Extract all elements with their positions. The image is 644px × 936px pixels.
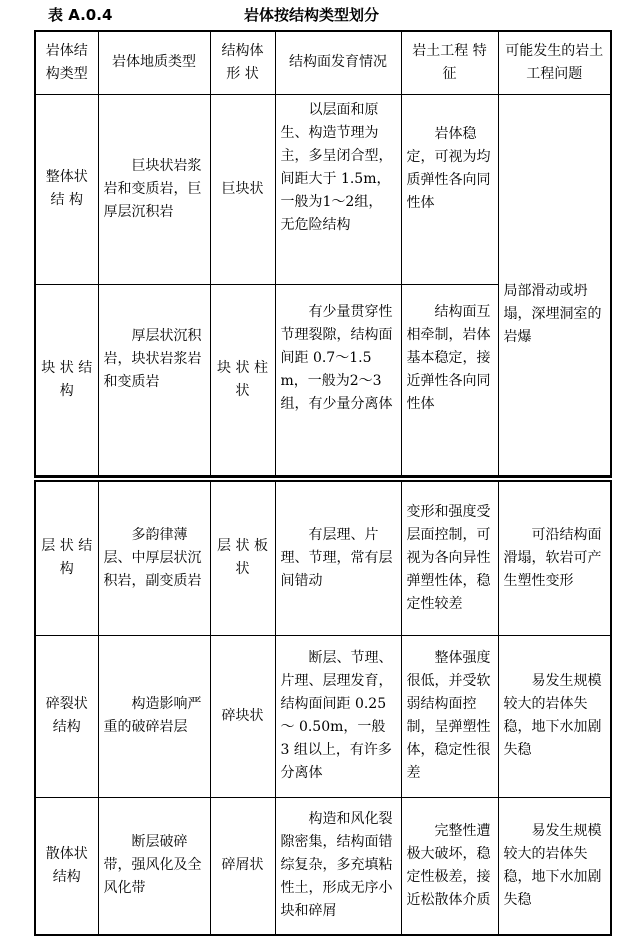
cell-engineering-feature: 变形和强度受层面控制，可视为各向异性弹塑性体，稳定性较差 (401, 481, 498, 635)
cell-structure-type: 块 状 结 构 (35, 284, 98, 476)
table-row-fragmented (35, 635, 611, 797)
header-structure-type: 岩体结构类型 (35, 31, 98, 94)
cell-surface-development: 有少量贯穿性节理裂隙，结构面间距 0.7～1.5m，一般为2～3组，有少量分离体 (275, 284, 401, 476)
cell-structure-type: 散体状结构 (35, 797, 98, 935)
cell-engineering-feature: 岩体稳定，可视为均质弹性各向同性体 (401, 94, 498, 284)
cell-possible-problems: 可沿结构面滑塌，软岩可产生塑性变形 (498, 481, 611, 635)
cell-structure-shape: 碎屑状 (210, 797, 275, 935)
cell-structure-type: 层 状 结 构 (35, 481, 98, 635)
table-number: 表 A.0.4 (48, 6, 113, 24)
header-structure-shape: 结构体形 状 (210, 31, 275, 94)
rock-structure-table-part-1 (34, 30, 612, 477)
table-header-row (35, 31, 611, 94)
cell-possible-problems: 易发生规模较大的岩体失稳，地下水加剧失稳 (498, 635, 611, 797)
header-surface-development: 结构面发育情况 (275, 31, 401, 94)
cell-geology-type: 断层破碎带，强风化及全风化带 (98, 797, 210, 935)
cell-structure-shape: 碎块状 (210, 635, 275, 797)
cell-geology-type: 多韵律薄层、中厚层状沉积岩，副变质岩 (98, 481, 210, 635)
table-row-monolithic (35, 94, 611, 284)
cell-structure-shape: 层 状 板 状 (210, 481, 275, 635)
cell-structure-type: 整体状结 构 (35, 94, 98, 284)
header-possible-problems: 可能发生的岩土工程问题 (498, 31, 611, 94)
table-break-line (34, 475, 612, 478)
cell-structure-type: 碎裂状结构 (35, 635, 98, 797)
table-row-loose (35, 797, 611, 935)
rock-structure-table-part-2 (34, 480, 612, 936)
table-title: 岩体按结构类型划分 (244, 6, 380, 24)
cell-possible-problems-merged: 局部滑动或坍塌，深埋洞室的岩爆 (498, 94, 611, 476)
header-engineering-feature: 岩土工程 特 征 (401, 31, 498, 94)
cell-geology-type: 构造影响严重的破碎岩层 (98, 635, 210, 797)
cell-engineering-feature: 整体强度很低，并受软弱结构面控制，呈弹塑性体，稳定性很差 (401, 635, 498, 797)
cell-surface-development: 有层理、片理、节理，常有层间错动 (275, 481, 401, 635)
cell-possible-problems: 易发生规模较大的岩体失稳，地下水加剧失稳 (498, 797, 611, 935)
header-geology-type: 岩体地质类型 (98, 31, 210, 94)
cell-engineering-feature: 结构面互相牵制，岩体基本稳定，接近弹性各向同性体 (401, 284, 498, 476)
cell-engineering-feature: 完整性遭极大破坏，稳定性极差，接近松散体介质 (401, 797, 498, 935)
cell-geology-type: 厚层状沉积岩，块状岩浆岩和变质岩 (98, 284, 210, 476)
cell-surface-development: 构造和风化裂隙密集，结构面错综复杂，多充填粘性土，形成无序小块和碎屑 (275, 797, 401, 935)
table-row-layered (35, 481, 611, 635)
cell-surface-development: 断层、节理、片理、层理发育，结构面间距 0.25 ～ 0.50m，一般 3 组以上，有许多分离体 (275, 635, 401, 797)
cell-structure-shape: 巨块状 (210, 94, 275, 284)
cell-surface-development: 以层面和原生、构造节理为主，多呈闭合型，间距大于 1.5m，一般为1～2组，无危险结构 (275, 94, 401, 284)
cell-structure-shape: 块 状 柱 状 (210, 284, 275, 476)
cell-geology-type: 巨块状岩浆岩和变质岩，巨厚层沉积岩 (98, 94, 210, 284)
